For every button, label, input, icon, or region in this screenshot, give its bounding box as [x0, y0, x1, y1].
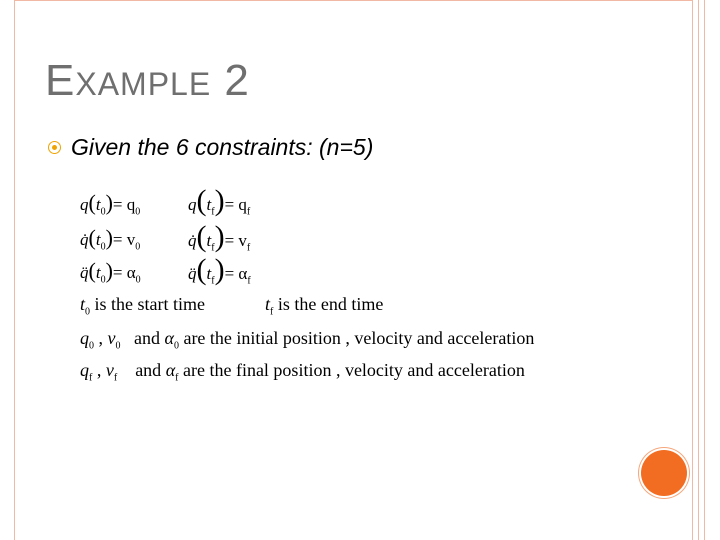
constraint-af: $q̈(t_f)= \alpha_f$ — [188, 253, 251, 287]
frame-top-line — [14, 0, 692, 1]
title-number: 2 — [224, 56, 250, 105]
title-first-letter: E — [45, 56, 76, 105]
constraint-v0: $q̇(t_0)= v_0$ — [80, 225, 141, 253]
constraint-q0: $q(t_0)= q_0$ — [80, 190, 141, 218]
constraint-qf: $q(t_f)= q_f$ — [188, 184, 251, 218]
bullet-item — [48, 134, 373, 161]
decorative-circle — [641, 450, 687, 496]
end-time-line: $t_f$ is the end time — [265, 294, 384, 318]
constraint-vf: $q̇(t_f)= v_f$ — [188, 220, 251, 254]
frame-left-line — [14, 0, 15, 540]
slide-title — [45, 56, 250, 106]
frame-right-line — [698, 0, 699, 540]
final-conditions-line: $q_f$ , $v_f$ and $\alpha_f$ are the final position , velocity and acceleration — [80, 360, 525, 384]
start-time-line: $t_0$ is the start time — [80, 294, 205, 318]
frame-right-line — [692, 0, 693, 540]
constraint-a0: $q̈(t_0)= \alpha_0$ — [80, 258, 141, 286]
bullet-icon — [48, 141, 61, 154]
initial-conditions-line: $q_0$ , $v_0$ and $\alpha_0$ are the initial position , velocity and acceleration — [80, 328, 535, 352]
bullet-text: Given the 6 constraints: (n=5) — [71, 134, 374, 160]
title-rest: XAMPLE — [75, 66, 212, 102]
frame-right-line — [704, 0, 705, 540]
